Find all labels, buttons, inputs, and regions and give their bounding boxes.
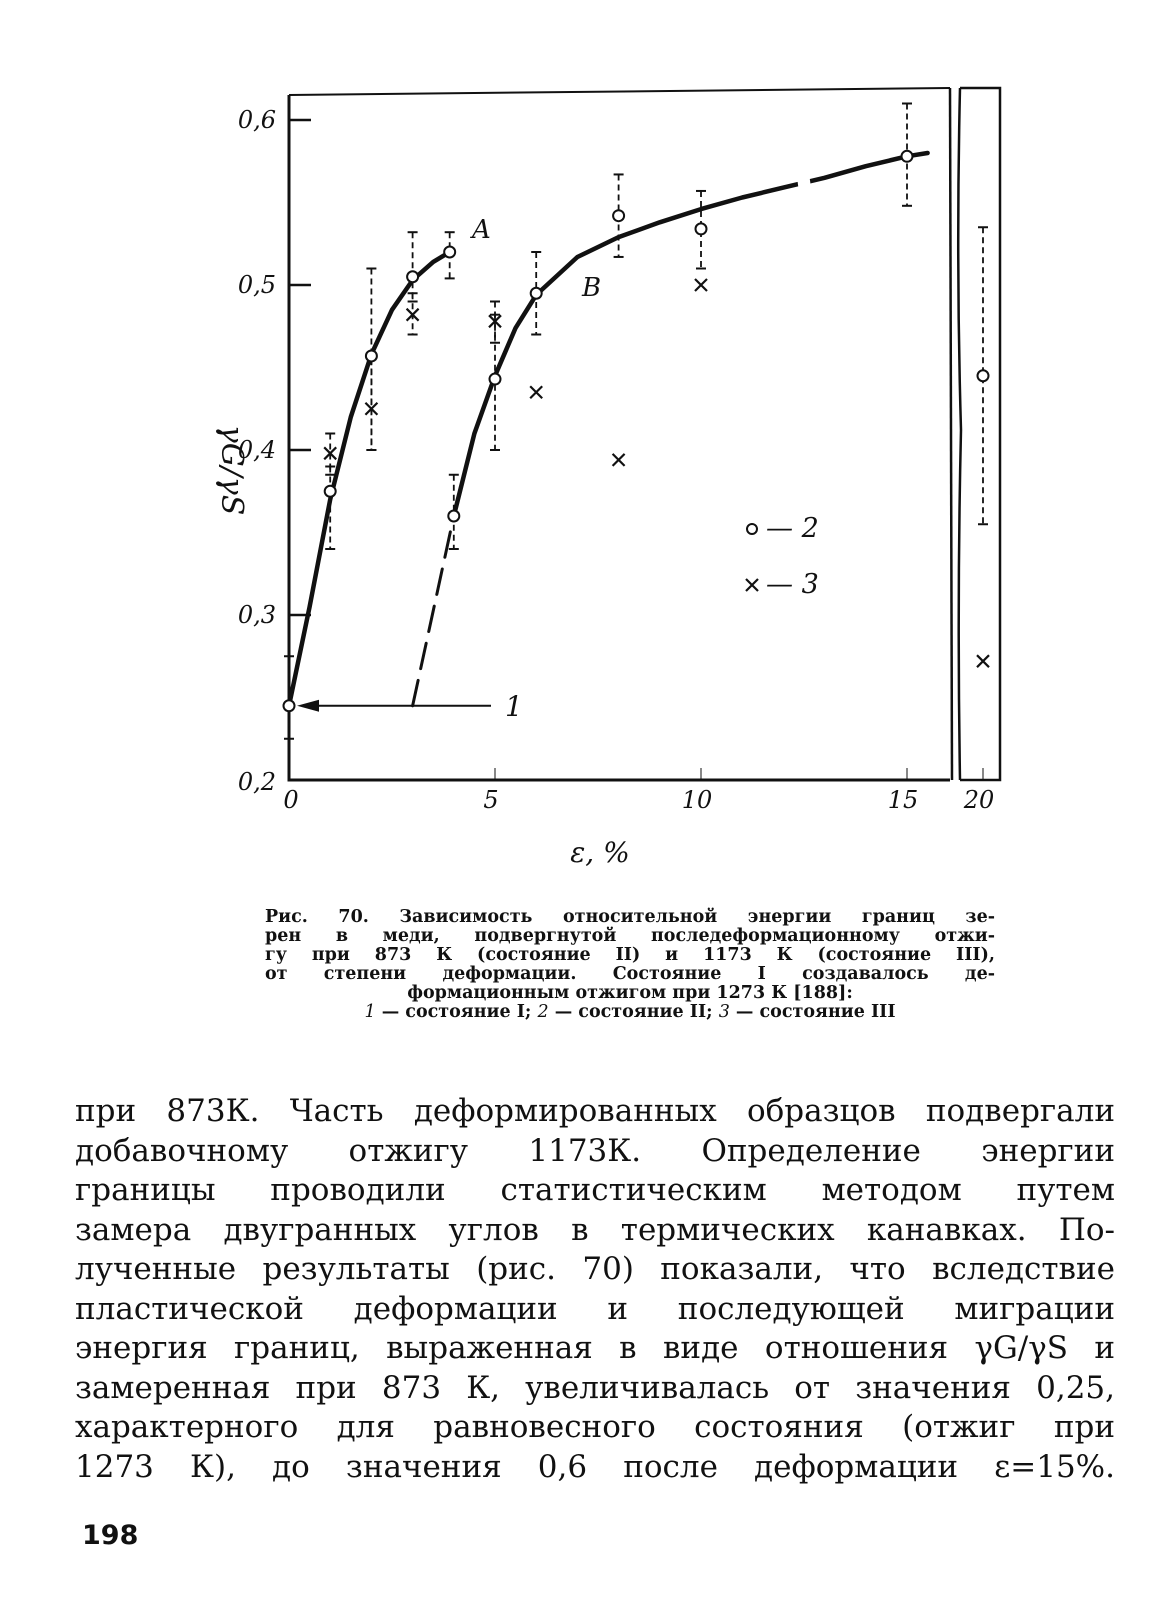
y-axis-label: γG/γS xyxy=(214,424,249,516)
y-tick-label: 0,4 xyxy=(237,436,276,464)
data-point-circle xyxy=(448,511,459,522)
chart-errorbars xyxy=(284,104,988,739)
annotation-arrowhead xyxy=(297,700,319,712)
body-line: замеренная при 873 К, увеличивалась от значения 0,25, xyxy=(75,1369,1115,1406)
chart-legend xyxy=(746,513,819,600)
data-point-cross xyxy=(695,279,707,291)
data-point-circle xyxy=(696,223,707,234)
legend-label: — 2 xyxy=(766,513,819,544)
data-point-circle xyxy=(325,486,336,497)
caption-legend-number: 3 xyxy=(718,1002,730,1022)
chart-curves xyxy=(289,153,928,712)
caption-line: гу при 873 К (состояние II) и 1173 К (состояние III), xyxy=(265,945,995,965)
caption-line: Рис. 70. Зависимость относительной энергии границ зе- xyxy=(265,907,995,927)
body-line: характерного для равновесного состояния (отжиг при xyxy=(75,1409,1115,1445)
body-line: замера двугранных углов в термических канавках. По- xyxy=(75,1211,1115,1248)
curve-B xyxy=(454,153,928,516)
chart-labels xyxy=(214,215,630,869)
legend-marker-cross xyxy=(746,579,758,591)
data-point-circle xyxy=(366,350,377,361)
legend-label: — 3 xyxy=(766,569,819,600)
data-point-circle xyxy=(407,271,418,282)
body-line: при 873К. Часть деформированных образцов подвергали xyxy=(75,1093,1115,1129)
curve-1 xyxy=(413,516,454,706)
data-point-circle xyxy=(978,370,989,381)
curve-label-A: A xyxy=(472,215,491,245)
caption-line: рен в меди, подвергнутой последеформационному отжи- xyxy=(265,926,995,946)
figure-caption xyxy=(265,908,995,1022)
data-point-cross xyxy=(613,454,625,466)
body-line: 1273 К), до значения 0,6 после деформации ε=15%. xyxy=(75,1448,1115,1485)
curve-A xyxy=(289,252,450,706)
x-tick-label: 0 xyxy=(283,786,299,814)
legend-marker-circle xyxy=(747,524,757,534)
x-tick-label: 10 xyxy=(681,786,713,814)
caption-legend-number: 2 xyxy=(537,1002,549,1022)
axis-break-line xyxy=(958,88,961,780)
body-line: пластической деформации и последующей миграции xyxy=(75,1290,1115,1327)
chart-axes xyxy=(289,88,1000,780)
data-point-circle xyxy=(444,247,455,258)
body-line: лученные результаты (рис. 70) показали, что вследствие xyxy=(75,1251,1115,1287)
body-line: энергия границ, выраженная в виде отношения γG/γS и xyxy=(75,1330,1115,1366)
data-point-cross xyxy=(977,655,989,667)
page-number: 198 xyxy=(82,1520,139,1551)
curve-B-gap xyxy=(798,182,810,184)
caption-legend-text: — состояние III xyxy=(729,1002,896,1022)
caption-legend-line xyxy=(265,1003,995,1022)
caption-line: формационным отжигом при 1273 К [188]: xyxy=(407,983,853,1003)
data-point-circle xyxy=(613,210,624,221)
break-panel-frame xyxy=(960,88,1000,780)
caption-legend-text: — состояние II; xyxy=(548,1002,719,1022)
y-tick-label: 0,6 xyxy=(237,106,276,134)
body-line: границы проводили статистическим методом путем xyxy=(75,1172,1115,1208)
main-top-border xyxy=(289,88,950,95)
data-point-circle xyxy=(490,374,501,385)
main-right-border xyxy=(950,88,952,780)
annotation-label-1: 1 xyxy=(505,689,523,723)
data-point-circle xyxy=(284,700,295,711)
chart-points xyxy=(284,151,990,711)
body-text xyxy=(75,1092,1115,1487)
y-tick-label: 0,5 xyxy=(237,271,276,299)
body-line: добавочному отжигу 1173К. Определение энергии xyxy=(75,1132,1115,1169)
data-point-circle xyxy=(531,288,542,299)
data-point-cross xyxy=(530,386,542,398)
caption-line: от степени деформации. Состояние I создавалось де- xyxy=(265,964,995,984)
y-tick-label: 0,3 xyxy=(237,601,276,629)
y-tick-label: 0,2 xyxy=(237,768,276,796)
x-axis-label: ε, % xyxy=(570,836,630,869)
main-axis-frame xyxy=(289,95,950,780)
caption-legend-number: 1 xyxy=(364,1002,376,1022)
x-tick-label: 20 xyxy=(963,786,995,814)
x-tick-label: 15 xyxy=(887,786,919,814)
caption-legend-text: — состояние I; xyxy=(375,1002,538,1022)
data-point-circle xyxy=(902,151,913,162)
curve-label-B: B xyxy=(582,273,602,303)
x-tick-label: 5 xyxy=(483,786,499,814)
